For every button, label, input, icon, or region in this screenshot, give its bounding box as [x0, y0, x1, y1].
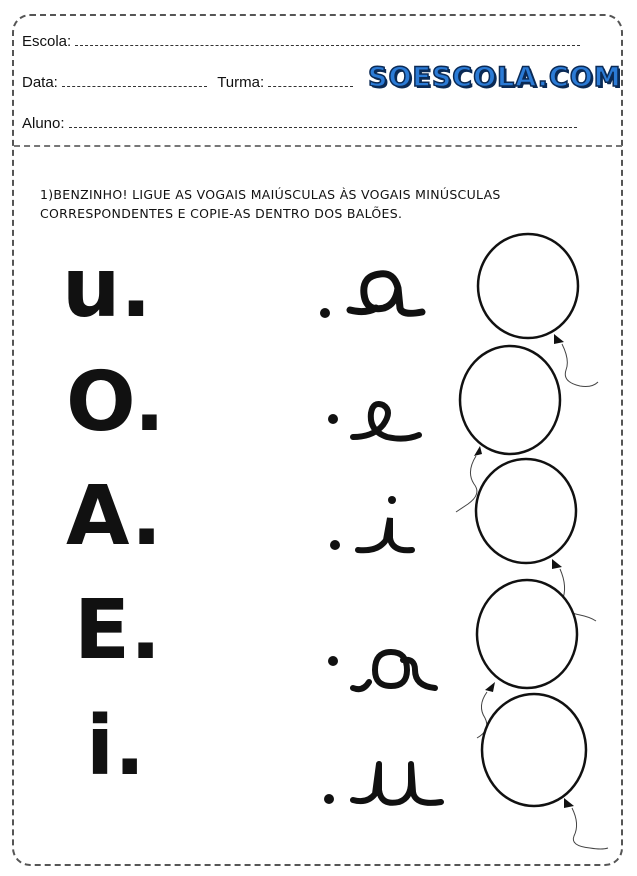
connect-dot-o[interactable]: [328, 656, 338, 666]
connect-dot-a[interactable]: [320, 308, 330, 318]
instruction-line-2: CORRESPONDENTES E COPIE-AS DENTRO DOS BALÕES.: [40, 206, 403, 221]
connect-dot-i[interactable]: [330, 540, 340, 550]
student-row: [22, 115, 577, 132]
connect-dot-u[interactable]: [324, 794, 334, 804]
cursive-i-icon: [350, 490, 430, 560]
cursive-u-icon: [345, 752, 465, 812]
uppercase-u: u.: [62, 241, 152, 336]
uppercase-e: E.: [74, 583, 162, 678]
exercise-instruction: [40, 185, 610, 223]
header-divider: [14, 145, 622, 147]
cursive-a-icon: [340, 262, 460, 322]
instruction-line-1: 1)BENZINHO! LIGUE AS VOGAIS MAIÚSCULAS ÀS VOGAIS MINÚSCULAS: [40, 187, 501, 202]
class-label: Turma:: [217, 74, 265, 91]
school-row: [22, 33, 580, 50]
uppercase-i: i.: [86, 699, 146, 794]
uppercase-o: O.: [66, 355, 166, 450]
balloon-icon[interactable]: [478, 690, 618, 860]
date-row: [22, 74, 353, 91]
date-label: Data:: [22, 74, 58, 91]
site-logo: SOESCOLA.COM: [368, 62, 622, 93]
cursive-e-icon: [345, 385, 435, 445]
uppercase-a: A.: [66, 469, 163, 564]
student-field[interactable]: [69, 117, 577, 128]
connect-dot-e[interactable]: [328, 414, 338, 424]
cursive-o-icon: [345, 630, 445, 700]
student-label: Aluno:: [22, 115, 65, 132]
class-field[interactable]: [268, 76, 353, 87]
school-field[interactable]: [75, 35, 580, 46]
date-field[interactable]: [62, 76, 207, 87]
school-label: Escola:: [22, 33, 72, 50]
